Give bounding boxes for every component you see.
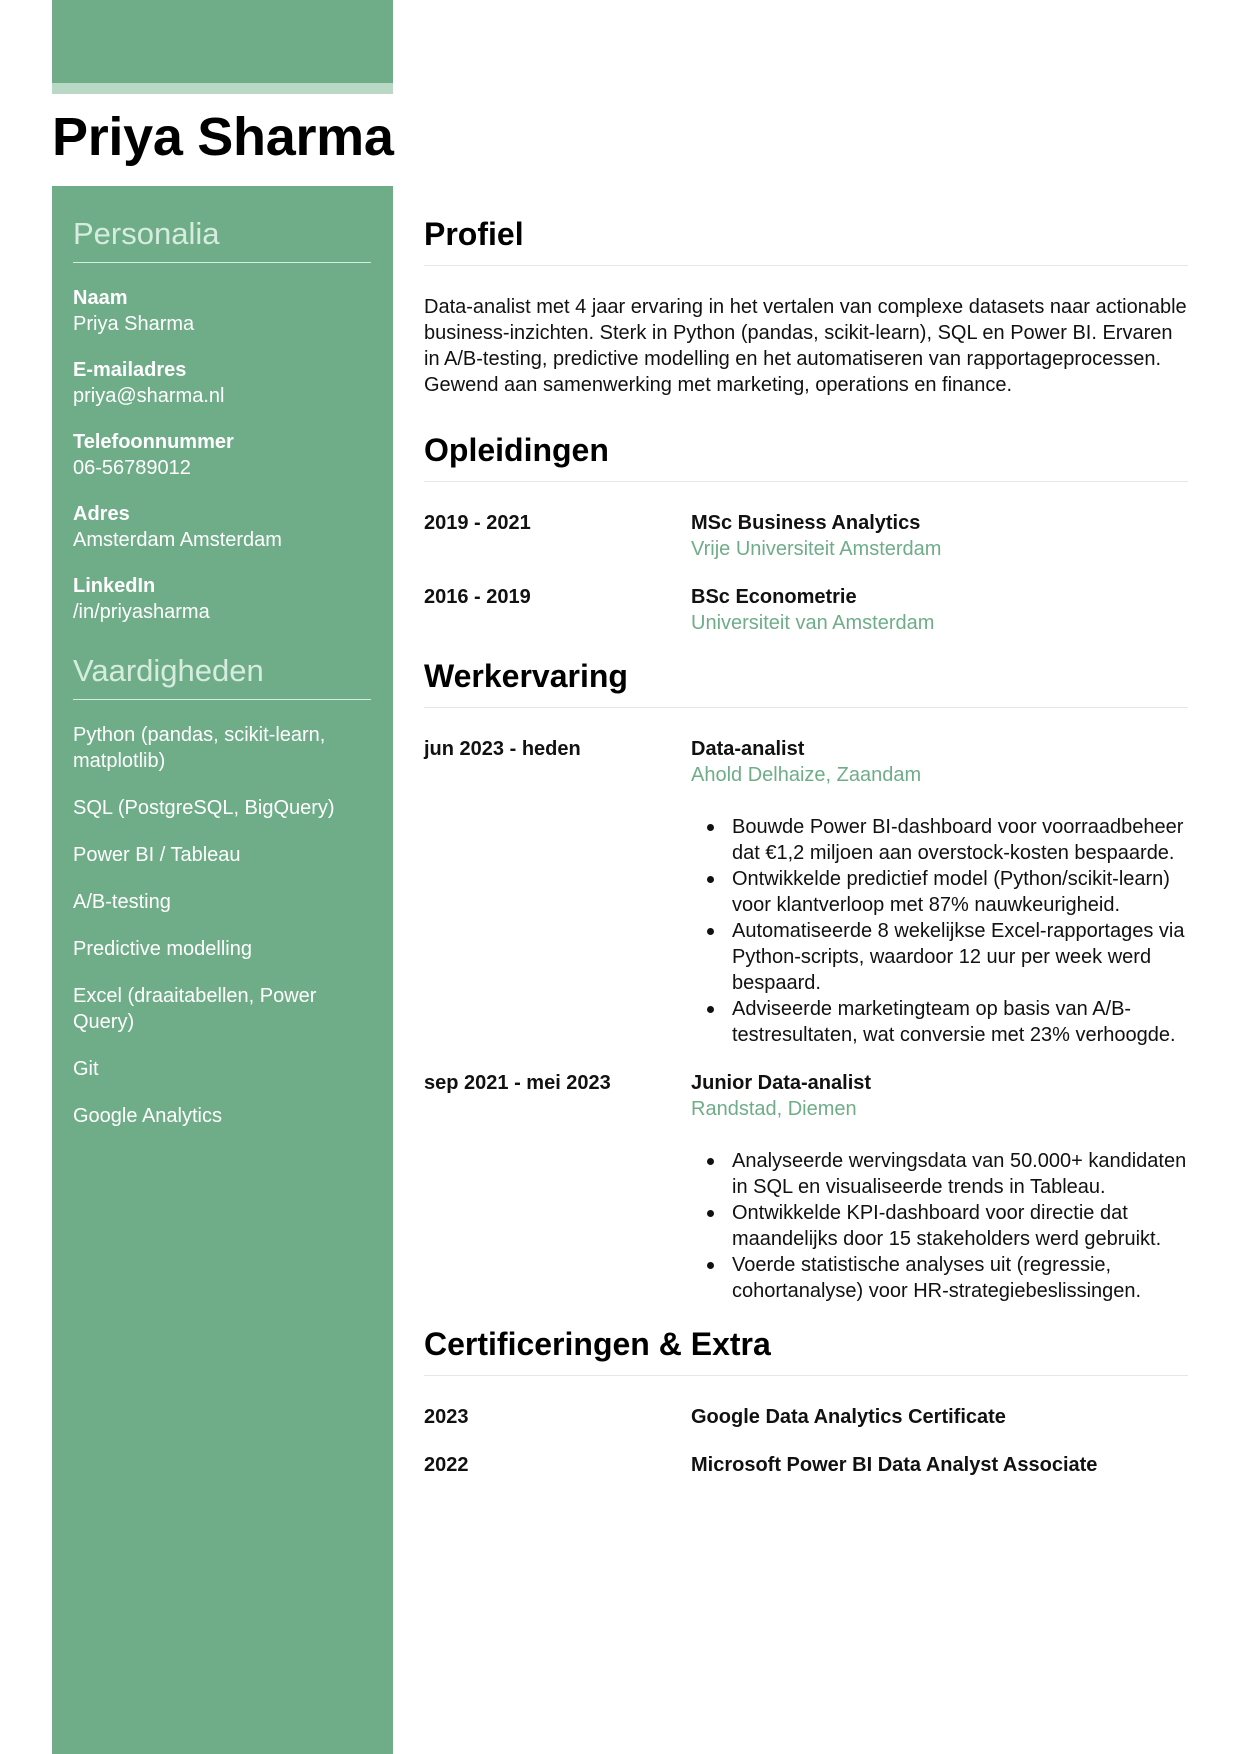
personal-label: Naam bbox=[73, 287, 128, 309]
header-accent-bar bbox=[52, 0, 393, 83]
personal-value: /in/priyasharma bbox=[73, 601, 210, 623]
skill-item: Python (pandas, scikit-learn, matplotlib) bbox=[73, 724, 326, 772]
personal-item-email bbox=[73, 357, 371, 409]
certification-entry bbox=[424, 1404, 1188, 1430]
entry-date: sep 2021 - mei 2023 bbox=[424, 1072, 611, 1094]
skill-item: SQL (PostgreSQL, BigQuery) bbox=[73, 797, 335, 819]
entry-body bbox=[691, 1404, 1188, 1430]
entry-body bbox=[691, 736, 1188, 1048]
personal-label: LinkedIn bbox=[73, 575, 156, 597]
entry-date: 2016 - 2019 bbox=[424, 586, 531, 608]
entry-date: 2019 - 2021 bbox=[424, 512, 531, 534]
institution-name: Universiteit van Amsterdam bbox=[691, 612, 935, 634]
achievement-item: Automatiseerde 8 wekelijkse Excel-rapportages via Python-scripts, waardoor 12 uur per week werd bespaard. bbox=[691, 918, 1188, 996]
header-accent-strip bbox=[52, 83, 393, 94]
experience-heading: Werkervaring bbox=[424, 658, 1188, 708]
skill-item: Power BI / Tableau bbox=[73, 844, 241, 866]
degree-title: BSc Econometrie bbox=[691, 586, 857, 608]
achievement-list bbox=[691, 1148, 1188, 1304]
entry-body bbox=[691, 1070, 1188, 1304]
job-title: Junior Data-analist bbox=[691, 1072, 872, 1094]
entry-body bbox=[691, 1452, 1188, 1478]
entry-body bbox=[691, 584, 1188, 636]
personal-label: Telefoonnummer bbox=[73, 431, 234, 453]
personal-item-phone bbox=[73, 429, 371, 481]
job-title: Data-analist bbox=[691, 738, 805, 760]
main-content bbox=[424, 216, 1188, 1500]
experience-entry bbox=[424, 736, 1188, 1048]
candidate-name: Priya Sharma bbox=[52, 107, 394, 167]
skill-item: Git bbox=[73, 1058, 99, 1080]
company-name: Ahold Delhaize, Zaandam bbox=[691, 764, 922, 786]
personal-value: priya@sharma.nl bbox=[73, 385, 225, 407]
achievement-item: Analyseerde wervingsdata van 50.000+ kandidaten in SQL en visualiseerde trends in Tableau. bbox=[691, 1148, 1188, 1200]
certification-title: Google Data Analytics Certificate bbox=[691, 1406, 1006, 1428]
personal-label: E-mailadres bbox=[73, 359, 187, 381]
profile-heading: Profiel bbox=[424, 216, 1188, 266]
education-entry bbox=[424, 510, 1188, 562]
achievement-item: Ontwikkelde predictief model (Python/scikit-learn) voor klantverloop met 87% nauwkeurigheid. bbox=[691, 866, 1188, 918]
achievement-item: Adviseerde marketingteam op basis van A/B-testresultaten, wat conversie met 23% verhoogde. bbox=[691, 996, 1188, 1048]
entry-date: 2022 bbox=[424, 1454, 469, 1476]
personal-item-address bbox=[73, 501, 371, 553]
personal-value: Priya Sharma bbox=[73, 313, 195, 335]
achievement-item: Bouwde Power BI-dashboard voor voorraadbeheer dat €1,2 miljoen aan overstock-kosten bespaarde. bbox=[691, 814, 1188, 866]
entry-body bbox=[691, 510, 1188, 562]
certifications-heading: Certificeringen & Extra bbox=[424, 1326, 1188, 1376]
personal-label: Adres bbox=[73, 503, 130, 525]
education-heading: Opleidingen bbox=[424, 432, 1188, 482]
personal-item-linkedin bbox=[73, 573, 371, 625]
certification-entry bbox=[424, 1452, 1188, 1478]
skill-item: A/B-testing bbox=[73, 891, 171, 913]
degree-title: MSc Business Analytics bbox=[691, 512, 921, 534]
entry-date: jun 2023 - heden bbox=[424, 738, 581, 760]
entry-date: 2023 bbox=[424, 1406, 469, 1428]
sidebar bbox=[73, 216, 371, 1150]
company-name: Randstad, Diemen bbox=[691, 1098, 857, 1120]
profile-text: Data-analist met 4 jaar ervaring in het vertalen van complexe datasets naar actionable business-inzichten. Sterk in Python (pandas, scikit-learn), SQL en Power BI. Ervaren in A/B-testing, predictive modelling en het automatiseren van rapportageprocessen. Gewend aan samenwerking met marketing, operations en finance. bbox=[424, 296, 1187, 396]
achievement-item: Voerde statistische analyses uit (regressie, cohortanalyse) voor HR-strategiebeslissingen. bbox=[691, 1252, 1188, 1304]
skills-heading: Vaardigheden bbox=[73, 653, 371, 700]
skill-item: Predictive modelling bbox=[73, 938, 252, 960]
personal-value: 06-56789012 bbox=[73, 457, 191, 479]
institution-name: Vrije Universiteit Amsterdam bbox=[691, 538, 942, 560]
skill-item: Excel (draaitabellen, Power Query) bbox=[73, 985, 317, 1033]
personal-value: Amsterdam Amsterdam bbox=[73, 529, 282, 551]
education-entry bbox=[424, 584, 1188, 636]
certification-title: Microsoft Power BI Data Analyst Associate bbox=[691, 1454, 1098, 1476]
personal-item-name bbox=[73, 285, 371, 337]
experience-entry bbox=[424, 1070, 1188, 1304]
achievement-item: Ontwikkelde KPI-dashboard voor directie dat maandelijks door 15 stakeholders werd gebruikt. bbox=[691, 1200, 1188, 1252]
achievement-list bbox=[691, 814, 1188, 1048]
personal-heading: Personalia bbox=[73, 216, 371, 263]
skill-item: Google Analytics bbox=[73, 1105, 222, 1127]
